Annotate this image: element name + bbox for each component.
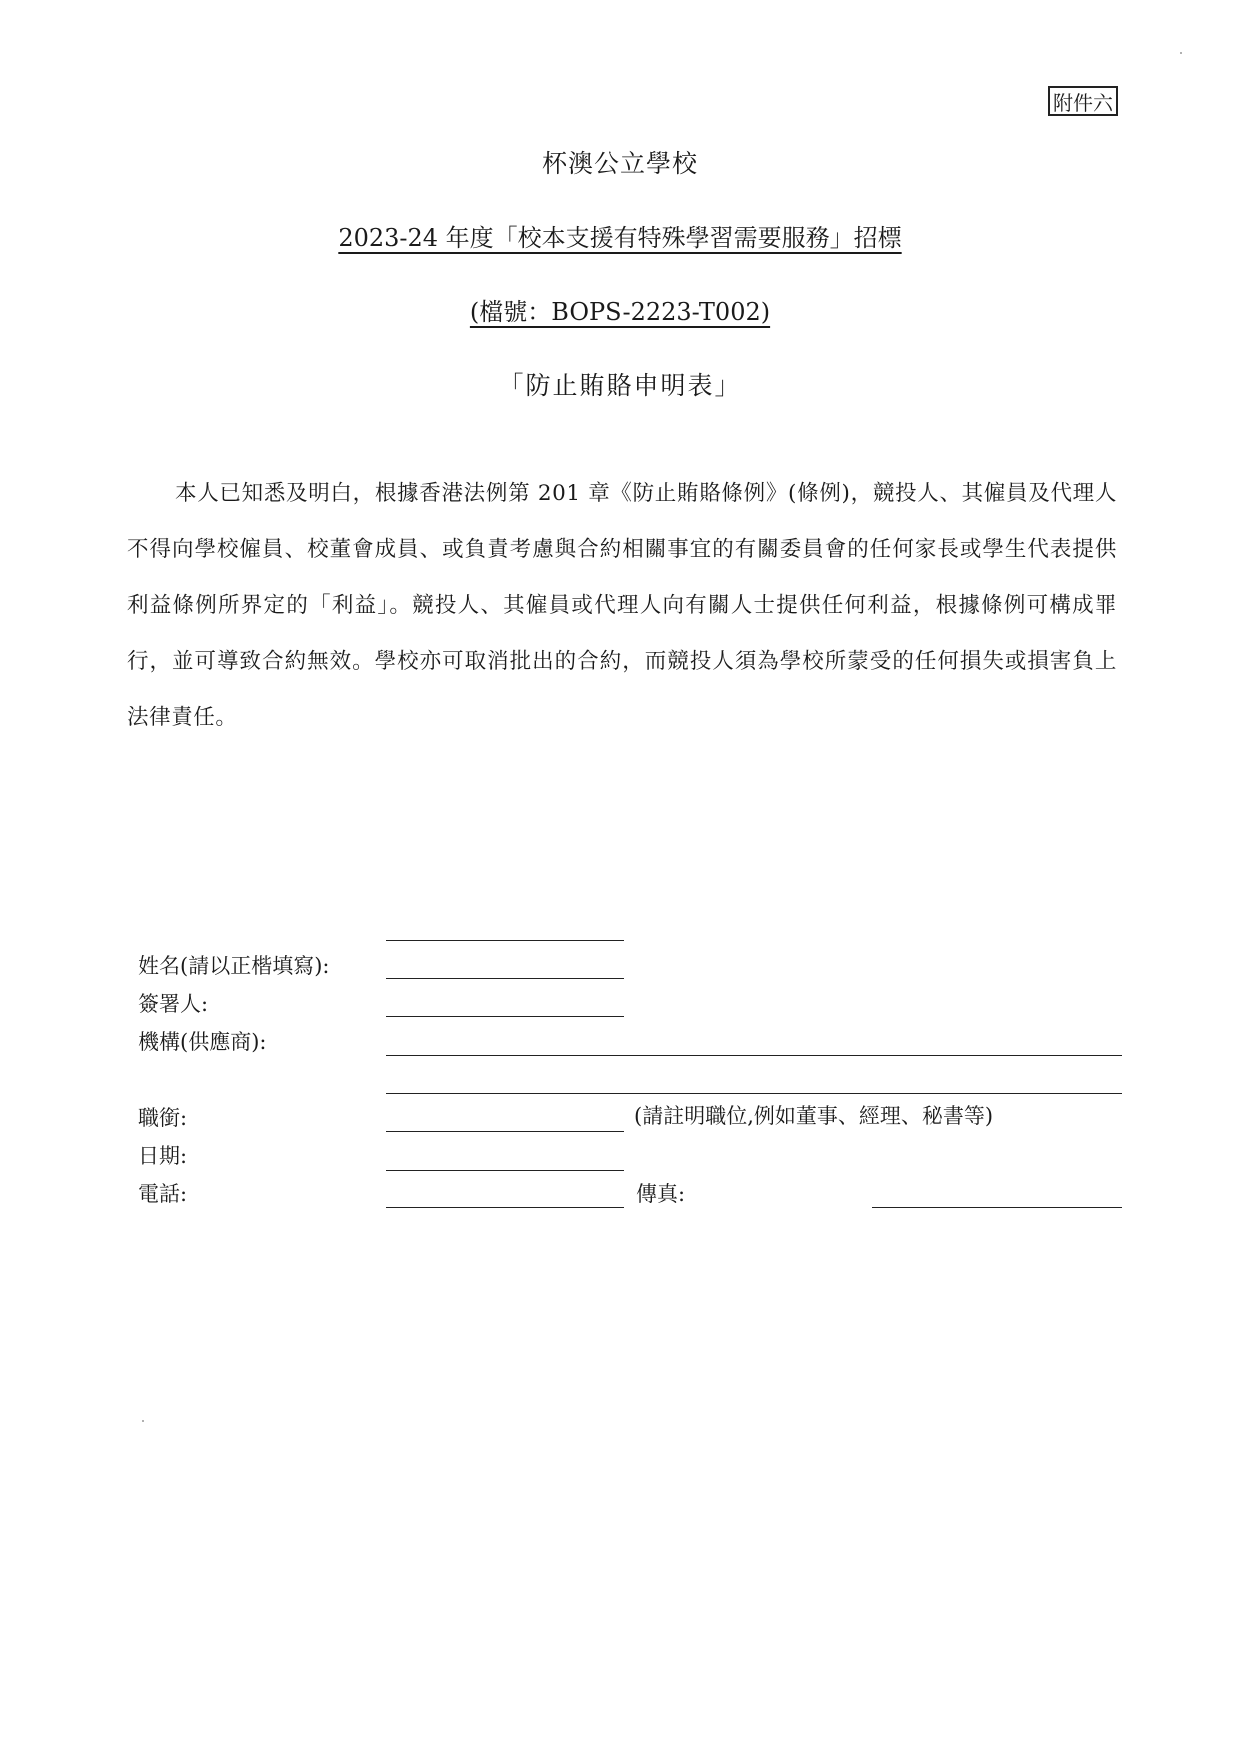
tender-title xyxy=(0,218,1240,253)
signatory-field-line[interactable] xyxy=(386,1016,624,1017)
fax-field-line[interactable] xyxy=(872,1207,1122,1208)
scan-speck xyxy=(1180,52,1182,54)
signatory-label: 簽署人: xyxy=(138,992,209,1016)
phone-label: 電話: xyxy=(138,1182,188,1206)
appendix-label: 附件六 xyxy=(1048,86,1118,116)
scan-speck xyxy=(142,1420,144,1422)
fax-label: 傳真: xyxy=(636,1182,686,1206)
position-label: 職銜: xyxy=(138,1106,188,1130)
name-label: 姓名(請以正楷填寫): xyxy=(138,954,330,978)
school-name: 杯澳公立學校 xyxy=(541,149,698,178)
position-field-line[interactable] xyxy=(386,1131,624,1132)
file-number xyxy=(0,292,1240,327)
file-number-text: (檔號：BOPS-2223-T002) xyxy=(469,298,771,326)
date-field-line[interactable] xyxy=(386,1170,624,1171)
declaration-paragraph: 本人已知悉及明白，根據香港法例第 201 章《防止賄賂條例》(條例)，競投人、其僱員及代理人不得向學校僱員、校董會成員、或負責考慮與合約相關事宜的有關委員會的任何家長或學生代表提供利益條例所界定的「利益」。競投人、其僱員或代理人向有關人士提供任何利益，根據條例可構成罪行，並可導致合約無效。學校亦可取消批出的合約，而競投人須為學校所蒙受的任何損失或損害負上法律責任。 xyxy=(127,481,1117,730)
date-label: 日期: xyxy=(138,1144,188,1168)
organization-field-line[interactable] xyxy=(386,1055,1122,1056)
name-field-line-top[interactable] xyxy=(386,940,624,941)
tender-title-text: 2023-24 年度「校本支援有特殊學習需要服務」招標 xyxy=(338,224,902,252)
position-note: (請註明職位,例如董事、經理、秘書等) xyxy=(634,1104,994,1128)
organization-field-line-2[interactable] xyxy=(386,1093,1122,1094)
name-field-line[interactable] xyxy=(386,978,624,979)
organization-label: 機構(供應商): xyxy=(138,1030,267,1054)
phone-field-line[interactable] xyxy=(386,1207,624,1208)
form-title: 「防止賄賂申明表」 xyxy=(498,371,742,400)
